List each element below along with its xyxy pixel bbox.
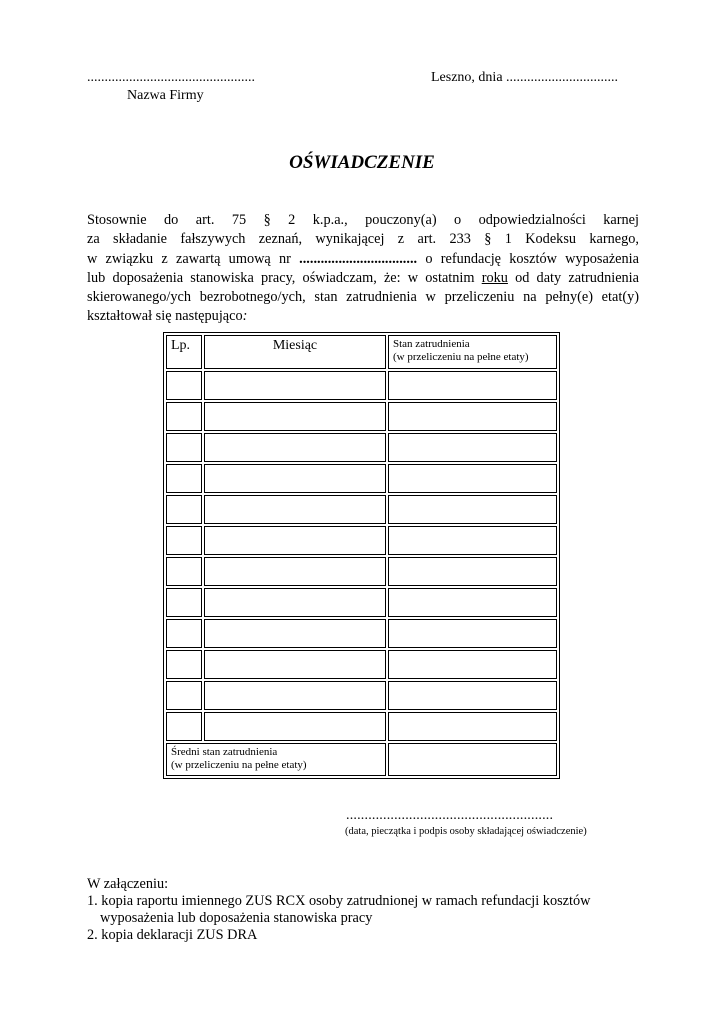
statement-paragraph — [87, 211, 639, 327]
employment-cell[interactable] — [388, 402, 557, 431]
signature-dots: ........................................................ — [346, 808, 554, 823]
lp-cell[interactable] — [166, 650, 202, 679]
lp-cell[interactable] — [166, 712, 202, 741]
header-lp: Lp. — [166, 335, 202, 369]
month-cell[interactable] — [204, 712, 386, 741]
statement-line-4-start: lub doposażenia stanowiska pracy, oświadczam, że: w ostatnim — [87, 269, 475, 286]
table-row — [166, 526, 557, 555]
table-header-row — [166, 335, 557, 369]
table-row — [166, 619, 557, 648]
attachments-section — [87, 876, 590, 944]
employment-cell[interactable] — [388, 526, 557, 555]
lp-cell[interactable] — [166, 495, 202, 524]
employment-cell[interactable] — [388, 681, 557, 710]
employment-cell[interactable] — [388, 712, 557, 741]
footer-average-value-cell[interactable] — [388, 743, 557, 776]
header-employment-state-line2: (w przeliczeniu na pełne etaty) — [393, 351, 529, 363]
table-row — [166, 681, 557, 710]
table-row — [166, 557, 557, 586]
month-cell[interactable] — [204, 433, 386, 462]
month-cell[interactable] — [204, 371, 386, 400]
employment-cell[interactable] — [388, 495, 557, 524]
statement-line-6 — [87, 307, 639, 326]
month-cell[interactable] — [204, 681, 386, 710]
statement-line-3 — [87, 250, 639, 269]
month-cell[interactable] — [204, 402, 386, 431]
employment-cell[interactable] — [388, 619, 557, 648]
statement-line-2: za składanie fałszywych zeznań, wynikającej z art. 233 § 1 Kodeksu karnego, — [87, 231, 639, 248]
lp-cell[interactable] — [166, 588, 202, 617]
header-employment-state-line1: Stan zatrudnienia — [393, 338, 470, 350]
footer-average-label — [166, 743, 386, 776]
document-title: OŚWIADCZENIE — [289, 152, 435, 173]
employment-cell[interactable] — [388, 433, 557, 462]
employment-cell[interactable] — [388, 650, 557, 679]
table-row — [166, 650, 557, 679]
statement-line-1: Stosownie do art. 75 § 2 k.p.a., pouczony(a) o odpowiedzialności karnej — [87, 212, 639, 228]
statement-line-4 — [87, 269, 639, 288]
statement-line-3-start: w związku z zawartą umową nr — [87, 250, 291, 267]
header-month: Miesiąc — [204, 335, 386, 369]
attachment-item-1-continued: wyposażenia lub doposażenia stanowiska pracy — [100, 910, 373, 926]
statement-line-6-colon: : — [242, 308, 248, 325]
lp-cell[interactable] — [166, 464, 202, 493]
table-row — [166, 588, 557, 617]
table-row — [166, 433, 557, 462]
table-row — [166, 495, 557, 524]
footer-average-line2: (w przeliczeniu na pełne etaty) — [171, 759, 307, 771]
month-cell[interactable] — [204, 526, 386, 555]
month-cell[interactable] — [204, 464, 386, 493]
place-date-field: Leszno, dnia ................................ — [431, 70, 619, 85]
lp-cell[interactable] — [166, 619, 202, 648]
underlined-word-roku: roku — [481, 269, 508, 286]
month-cell[interactable] — [204, 495, 386, 524]
table-row — [166, 402, 557, 431]
lp-cell[interactable] — [166, 402, 202, 431]
lp-cell[interactable] — [166, 371, 202, 400]
header-employment-state — [388, 335, 557, 369]
employment-cell[interactable] — [388, 588, 557, 617]
statement-line-6-text: kształtował się następująco — [87, 308, 243, 325]
month-cell[interactable] — [204, 619, 386, 648]
statement-line-3-end: o refundację kosztów wyposażenia — [425, 250, 639, 267]
employment-cell[interactable] — [388, 464, 557, 493]
lp-cell[interactable] — [166, 526, 202, 555]
employment-table — [163, 332, 560, 779]
month-cell[interactable] — [204, 557, 386, 586]
month-cell[interactable] — [204, 588, 386, 617]
footer-average-line1: Średni stan zatrudnienia — [171, 746, 278, 758]
company-name-label: Nazwa Firmy — [127, 88, 204, 103]
table-row — [166, 712, 557, 741]
attachments-heading: W załączeniu: — [87, 876, 169, 892]
lp-cell[interactable] — [166, 681, 202, 710]
employment-cell[interactable] — [388, 371, 557, 400]
attachment-item-1: 1. kopia raportu imiennego ZUS RCX osoby zatrudnionej w ramach refundacji kosztów — [87, 893, 591, 909]
month-cell[interactable] — [204, 650, 386, 679]
lp-cell[interactable] — [166, 557, 202, 586]
signature-caption: (data, pieczątka i podpis osoby składającej oświadczenie) — [345, 826, 587, 837]
table-row — [166, 464, 557, 493]
table-row — [166, 371, 557, 400]
statement-line-4-end: od daty zatrudnienia — [515, 269, 640, 286]
table-footer-row — [166, 743, 557, 776]
attachment-item-2: 2. kopia deklaracji ZUS DRA — [87, 927, 258, 943]
agreement-number-dots: ................................. — [299, 250, 418, 267]
table-body — [166, 371, 557, 741]
lp-cell[interactable] — [166, 433, 202, 462]
statement-line-5: skierowanego/ych bezrobotnego/ych, stan zatrudnienia w przeliczeniu na pełny(e) etat(y) — [87, 289, 639, 306]
company-name-dots: ................................................ — [87, 70, 255, 85]
employment-cell[interactable] — [388, 557, 557, 586]
